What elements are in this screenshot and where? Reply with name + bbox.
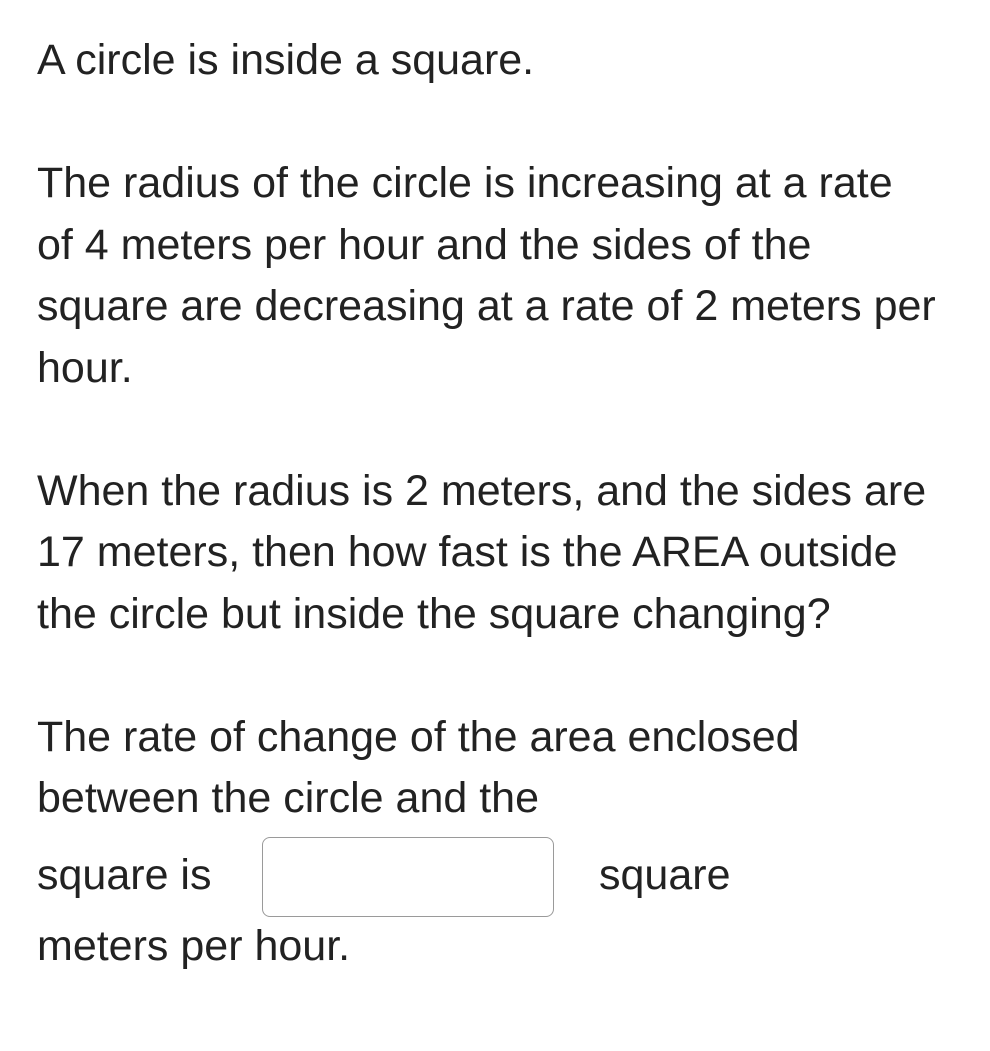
answer-before-box-text: square is bbox=[37, 850, 212, 899]
problem-content bbox=[37, 30, 937, 977]
answer-section bbox=[37, 707, 937, 978]
problem-question: When the radius is 2 meters, and the sides are 17 meters, then how fast is the AREA outside the circle but inside the square changing? bbox=[37, 466, 927, 638]
problem-rates: The radius of the circle is increasing at a rate of 4 meters per hour and the sides of the square are decreasing at a rate of 2 meters per hour. bbox=[37, 159, 936, 392]
answer-unit-text: square bbox=[599, 850, 731, 899]
answer-line bbox=[37, 830, 937, 920]
answer-input[interactable] bbox=[262, 837, 554, 917]
answer-trailing-text: meters per hour. bbox=[37, 921, 351, 970]
answer-lead-text: The rate of change of the area enclosed between the circle and the bbox=[37, 712, 800, 822]
problem-intro: A circle is inside a square. bbox=[37, 36, 535, 84]
